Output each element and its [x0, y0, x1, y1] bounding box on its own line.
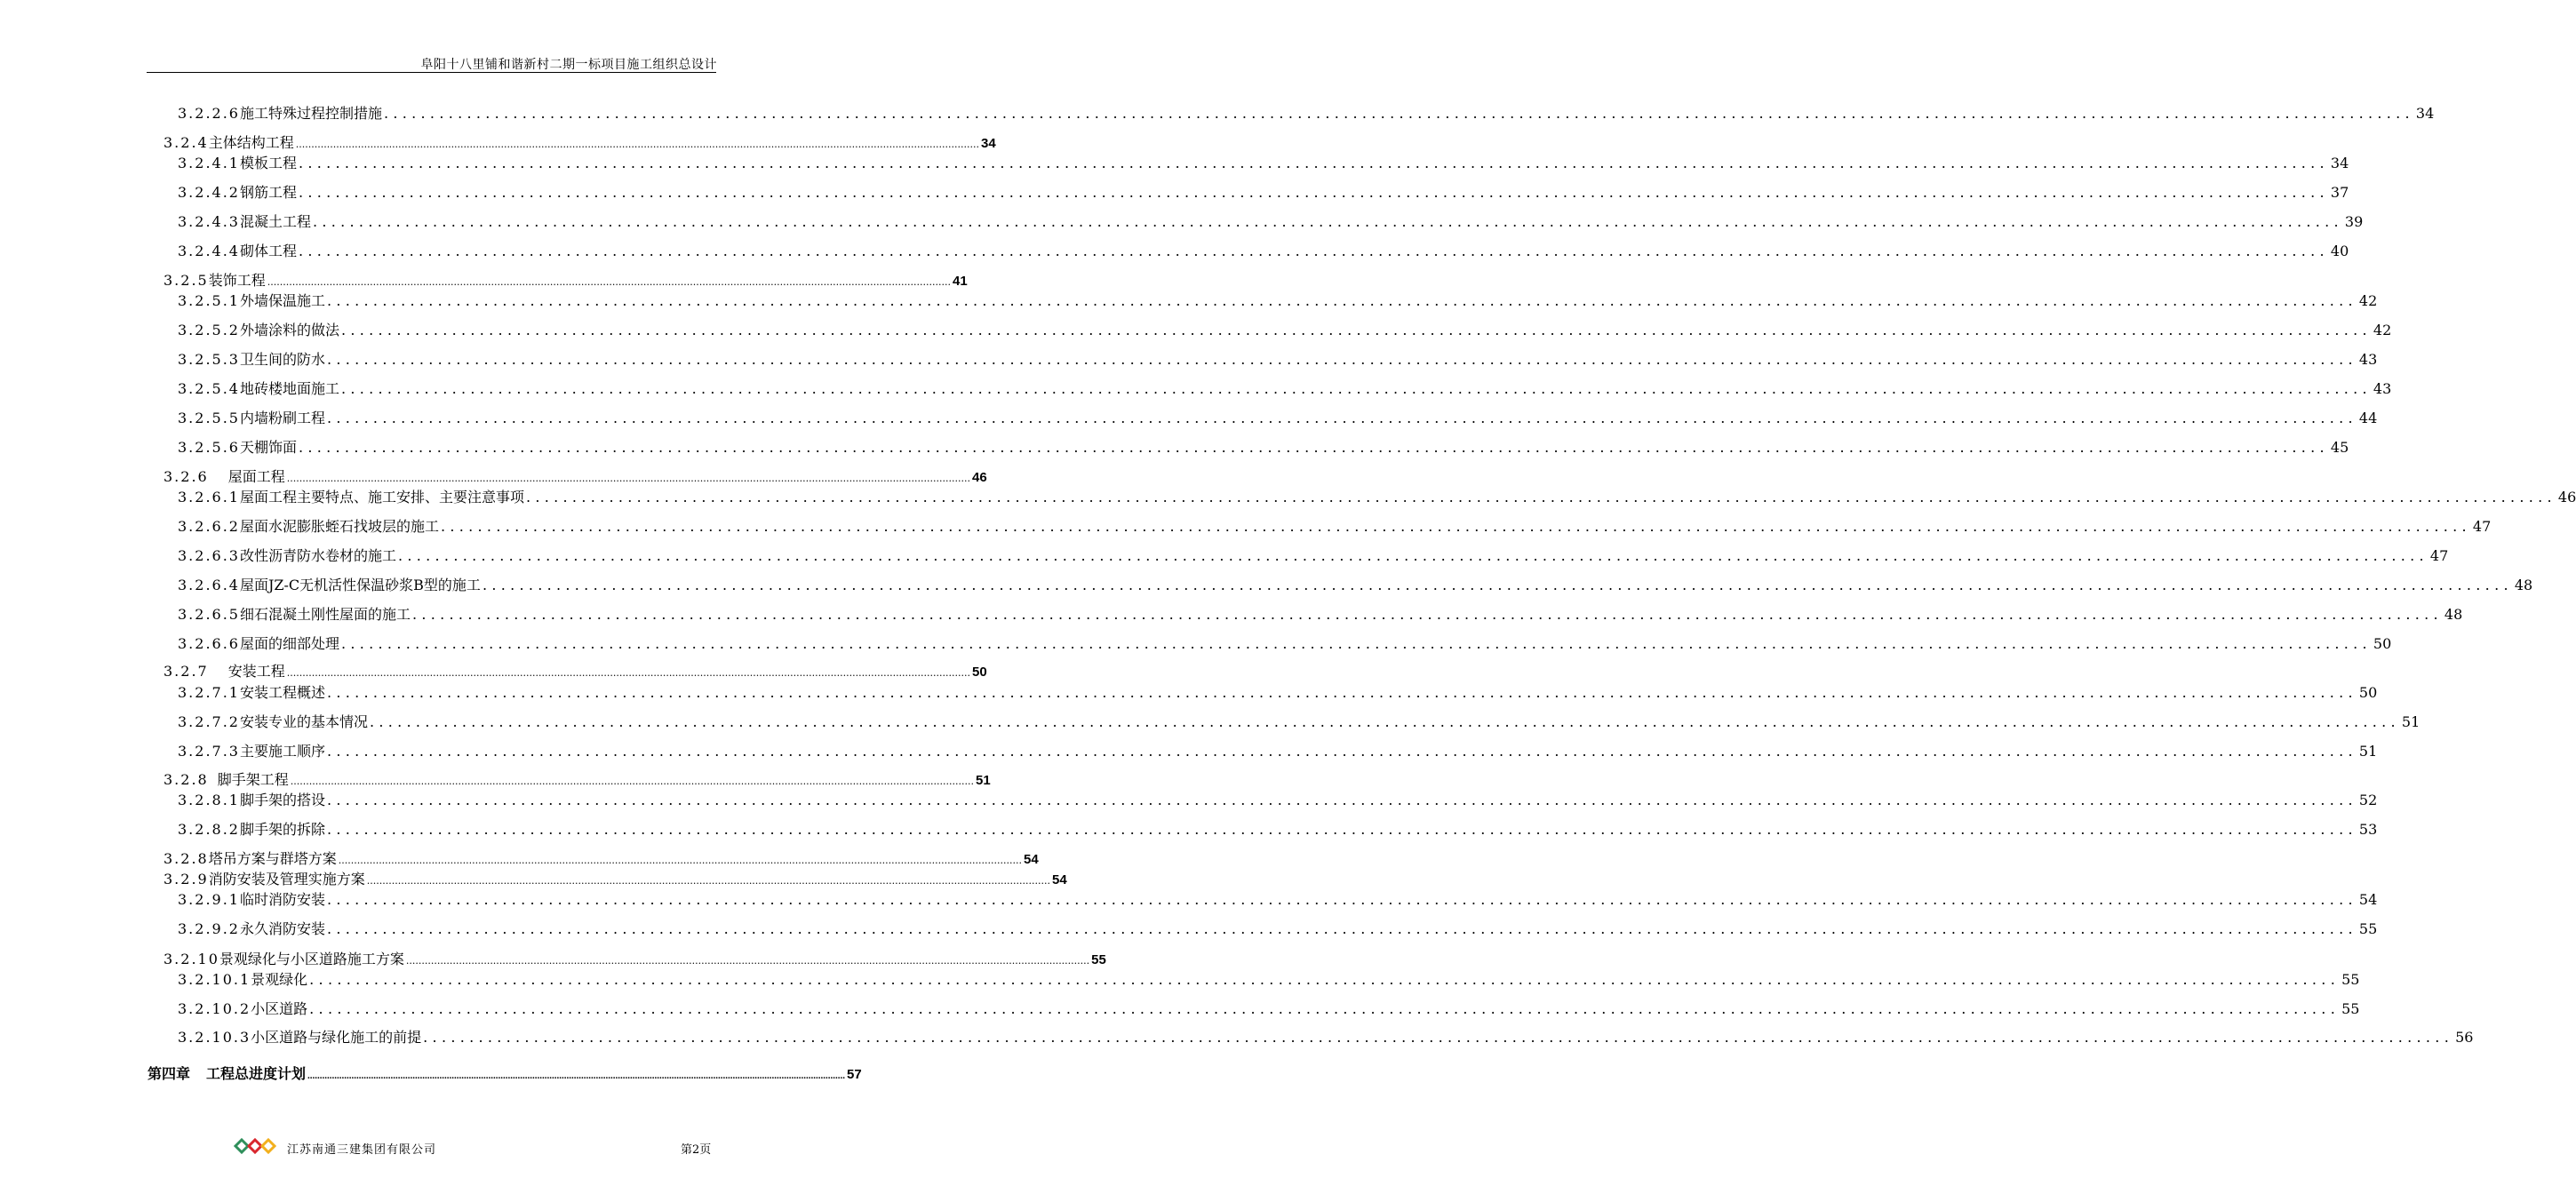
- toc-entry-title: 景观绿化与小区道路施工方案: [219, 951, 404, 967]
- toc-entry[interactable]: [178, 920, 2378, 938]
- footer-page-number: 第2页: [681, 1143, 712, 1157]
- toc-entry[interactable]: [178, 577, 2533, 594]
- toc-leader-dots: ............................................................................................................................................................................................................................: [309, 1000, 2341, 1017]
- toc-entry-title: 脚手架的拆除: [239, 821, 325, 838]
- toc-page-number: 46: [2557, 489, 2576, 505]
- toc-page-number: 34: [2330, 155, 2349, 171]
- toc-leader-dots: ............................................................................................................................................................................................................................: [299, 155, 2329, 171]
- toc-entry[interactable]: [178, 322, 2392, 339]
- toc-entry[interactable]: [178, 547, 2449, 565]
- toc-entry-number: 3.2.8: [163, 771, 209, 788]
- toc-page-number: 34: [2415, 105, 2435, 122]
- toc-entry[interactable]: [178, 1029, 2474, 1047]
- toc-entry[interactable]: [178, 684, 2378, 702]
- toc-leader-dots: ............................................................................................................................................................................................................................: [341, 635, 2372, 652]
- toc-entry[interactable]: [163, 850, 1039, 870]
- toc-entry[interactable]: [178, 243, 2349, 260]
- toc-page-number: 54: [2358, 891, 2378, 908]
- toc-leader-dots: ............................................................................................................................................................................................................................: [327, 891, 2357, 908]
- toc-entry-number: 3.2.5.5: [178, 410, 240, 426]
- header-title: 阜阳十八里铺和谐新村二期一标项目施工组织总设计: [420, 58, 717, 72]
- toc-leader-dots: ............................................................................................................................................................................................................................: [267, 276, 951, 288]
- toc-page-number: 52: [2358, 792, 2378, 808]
- toc-page-number: 51: [975, 773, 991, 788]
- toc-entry-title: 安装专业的基本情况: [239, 713, 368, 730]
- toc-entry[interactable]: [178, 1000, 2360, 1018]
- toc-leader-dots: ............................................................................................................................................................................................................................: [412, 606, 2443, 623]
- toc-page-number: 48: [2444, 606, 2463, 623]
- toc-leader-dots: ............................................................................................................................................................................................................................: [327, 743, 2357, 760]
- toc-entry-number: 3.2.4.3: [178, 213, 240, 230]
- toc-entry[interactable]: [163, 771, 991, 791]
- toc-leader-dots: ............................................................................................................................................................................................................................: [327, 920, 2357, 937]
- toc-entry[interactable]: [178, 439, 2349, 457]
- toc-entry-number: 3.2.2.6: [178, 105, 240, 122]
- toc-leader-dots: ............................................................................................................................................................................................................................: [327, 351, 2357, 368]
- toc-entry[interactable]: [163, 134, 996, 154]
- toc-entry[interactable]: [178, 155, 2349, 172]
- toc-entry-number: 3.2.4: [163, 134, 209, 151]
- toc-entry-number: 3.2.8.2: [178, 821, 240, 838]
- toc-entry-title: 钢筋工程: [239, 184, 297, 201]
- toc-entry-number: 3.2.4.4: [178, 243, 240, 259]
- toc-page-number: 37: [2330, 184, 2349, 201]
- toc-entry-title: 天棚饰面: [239, 439, 297, 456]
- toc-leader-dots: ............................................................................................................................................................................................................................: [398, 547, 2428, 564]
- toc-entry-number: 3.2.4.2: [178, 184, 240, 201]
- toc-entry-title: 主要施工顺序: [239, 743, 325, 760]
- toc-leader-dots: ............................................................................................................................................................................................................................: [290, 776, 974, 787]
- toc-page-number: 50: [2358, 684, 2378, 701]
- toc-entry[interactable]: [178, 489, 2576, 506]
- toc-entry-title: 装饰工程: [208, 272, 266, 289]
- toc-entry-number: 3.2.7: [163, 663, 209, 680]
- toc-entry[interactable]: [178, 351, 2378, 369]
- toc-entry-number: 3.2.6.5: [178, 606, 240, 623]
- toc-page-number: 57: [847, 1067, 862, 1082]
- toc-leader-dots: ............................................................................................................................................................................................................................: [299, 439, 2329, 456]
- toc-entry[interactable]: [163, 468, 987, 488]
- toc-leader-dots: ............................................................................................................................................................................................................................: [299, 243, 2329, 259]
- toc-entry-number: 3.2.6.3: [178, 547, 240, 564]
- toc-page-number: 55: [2358, 920, 2378, 937]
- toc-entry[interactable]: [178, 891, 2378, 909]
- toc-entry-number: 3.2.5.3: [178, 351, 240, 368]
- toc-leader-dots: ............................................................................................................................................................................................................................: [370, 713, 2400, 730]
- toc-page-number: 42: [2373, 322, 2392, 338]
- toc-leader-dots: ............................................................................................................................................................................................................................: [423, 1029, 2454, 1046]
- toc-entry-number: 3.2.6.6: [178, 635, 240, 652]
- toc-entry-title: 塔吊方案与群塔方案: [208, 850, 337, 867]
- toc-entry-title: 外墙涂料的做法: [239, 322, 339, 338]
- toc-leader-dots: ............................................................................................................................................................................................................................: [295, 139, 979, 150]
- toc-page-number: 54: [1051, 872, 1067, 888]
- toc-entry-number: 3.2.5.4: [178, 380, 240, 397]
- toc-entry-number: 3.2.6.1: [178, 489, 240, 505]
- toc-entry-title: 安装工程概述: [239, 684, 325, 701]
- toc-leader-dots: ............................................................................................................................................................................................................................: [338, 855, 1022, 866]
- toc-entry[interactable]: [178, 713, 2420, 731]
- toc-entry-number: 第四章: [148, 1067, 191, 1082]
- toc-entry-number: 3.2.9: [163, 871, 209, 888]
- toc-entry-number: 3.2.5.1: [178, 292, 240, 309]
- toc-page-number: 47: [2472, 518, 2492, 535]
- toc-leader-dots: ............................................................................................................................................................................................................................: [327, 792, 2357, 808]
- toc-page-number: 46: [971, 470, 987, 485]
- toc-entry-number: 3.2.9.1: [178, 891, 240, 908]
- toc-entry-number: 3.2.5: [163, 272, 209, 289]
- toc-entry-title: 工程总进度计划: [206, 1067, 307, 1082]
- toc-entry-title: 屋面的细部处理: [239, 635, 339, 652]
- toc-entry-title: 地砖楼地面施工: [239, 380, 339, 397]
- toc-leader-dots: ............................................................................................................................................................................................................................: [299, 184, 2329, 201]
- toc-entry[interactable]: [163, 951, 1106, 970]
- toc-page-number: 44: [2358, 410, 2378, 426]
- toc-entry-title: 安装工程: [227, 663, 285, 680]
- toc-entry-title: 混凝土工程: [239, 213, 311, 230]
- toc-page-number: 50: [2373, 635, 2392, 652]
- toc-entry[interactable]: [163, 272, 968, 291]
- toc-leader-dots: ............................................................................................................................................................................................................................: [309, 971, 2341, 988]
- toc-page-number: 51: [2358, 743, 2378, 760]
- toc-page-number: 54: [1023, 852, 1039, 867]
- toc-leader-dots: ............................................................................................................................................................................................................................: [482, 577, 2513, 593]
- toc-entry-title: 屋面工程: [227, 468, 285, 485]
- toc-entry[interactable]: [163, 871, 1067, 890]
- toc-entry[interactable]: [178, 635, 2392, 653]
- toc-entry-number: 3.2.9.2: [178, 920, 240, 937]
- toc-entry-title: 施工特殊过程控制措施: [239, 105, 382, 122]
- toc-entry-number: 3.2.4.1: [178, 155, 240, 171]
- toc-entry-title: 小区道路与绿化施工的前提: [251, 1029, 422, 1046]
- toc-page-number: 51: [2401, 713, 2420, 730]
- toc-entry[interactable]: [178, 380, 2392, 398]
- toc-entry[interactable]: [178, 213, 2364, 231]
- toc-leader-dots: ............................................................................................................................................................................................................................: [327, 410, 2357, 426]
- toc-page-number: 42: [2358, 292, 2378, 309]
- toc-page-number: 39: [2344, 213, 2364, 230]
- toc-entry-title: 砌体工程: [239, 243, 297, 259]
- toc-entry-number: 3.2.10.3: [178, 1029, 251, 1046]
- toc-leader-dots: ............................................................................................................................................................................................................................: [327, 684, 2357, 701]
- toc-entry-title: 外墙保温施工: [239, 292, 325, 309]
- toc-entry-title: 脚手架工程: [217, 771, 289, 788]
- company-logo-icon: [234, 1138, 287, 1154]
- toc-page-number: 55: [2341, 1000, 2360, 1017]
- toc-leader-dots: ............................................................................................................................................................................................................................: [307, 1071, 846, 1081]
- toc-entry-title: 内墙粉刷工程: [239, 410, 325, 426]
- toc-entry[interactable]: [178, 606, 2463, 624]
- toc-page-number: 34: [980, 136, 996, 151]
- toc-entry-title: 主体结构工程: [208, 134, 294, 151]
- toc-entry-number: 3.2.6.4: [178, 577, 240, 593]
- toc-entry-number: 3.2.7.2: [178, 713, 240, 730]
- toc-entry[interactable]: [148, 1066, 862, 1085]
- toc-page-number: 48: [2514, 577, 2533, 593]
- toc-entry-number: 3.2.10.1: [178, 971, 251, 988]
- toc-entry-title: 脚手架的搭设: [239, 792, 325, 808]
- toc-entry-title: 屋面水泥膨胀蛭石找坡层的施工: [239, 518, 439, 535]
- toc-entry-title: 卫生间的防水: [239, 351, 325, 368]
- toc-leader-dots: ............................................................................................................................................................................................................................: [286, 473, 970, 484]
- toc-entry-number: 3.2.7.3: [178, 743, 240, 760]
- toc-entry-title: 改性沥青防水卷材的施工: [239, 547, 396, 564]
- toc-leader-dots: ............................................................................................................................................................................................................................: [286, 667, 970, 679]
- toc-entry[interactable]: [178, 105, 2435, 123]
- toc-leader-dots: ............................................................................................................................................................................................................................: [441, 518, 2471, 535]
- toc-page-number: 45: [2330, 439, 2349, 456]
- toc-page-number: 55: [1091, 952, 1106, 967]
- toc-leader-dots: ............................................................................................................................................................................................................................: [405, 955, 1090, 967]
- toc-entry[interactable]: [178, 792, 2378, 809]
- toc-page-number: 40: [2330, 243, 2349, 259]
- toc-entry-title: 模板工程: [239, 155, 297, 171]
- toc-entry-title: 屋面JZ-C无机活性保温砂浆B型的施工: [239, 577, 481, 593]
- toc-page-number: 41: [952, 274, 968, 289]
- toc-entry[interactable]: [178, 518, 2492, 536]
- toc-leader-dots: ............................................................................................................................................................................................................................: [384, 105, 2414, 122]
- toc-entry[interactable]: [178, 821, 2378, 839]
- toc-entry-number: 3.2.5.6: [178, 439, 240, 456]
- toc-leader-dots: ............................................................................................................................................................................................................................: [327, 292, 2357, 309]
- toc-entry-title: 临时消防安装: [239, 891, 325, 908]
- toc-entry-number: 3.2.10.2: [178, 1000, 251, 1017]
- toc-page-number: 43: [2373, 380, 2392, 397]
- toc-leader-dots: ............................................................................................................................................................................................................................: [341, 380, 2372, 397]
- toc-leader-dots: ............................................................................................................................................................................................................................: [313, 213, 2343, 230]
- toc-entry-title: 小区道路: [251, 1000, 308, 1017]
- toc-entry-number: 3.2.6.2: [178, 518, 240, 535]
- toc-page-number: 43: [2358, 351, 2378, 368]
- toc-page-number: 47: [2429, 547, 2449, 564]
- footer-company: 江苏南通三建集团有限公司: [287, 1143, 437, 1157]
- toc-entry-number: 3.2.5.2: [178, 322, 240, 338]
- toc-page-number: 50: [971, 665, 987, 680]
- toc-entry-title: 消防安装及管理实施方案: [208, 871, 365, 888]
- toc-entry-number: 3.2.8: [163, 850, 209, 867]
- toc-page-number: 56: [2455, 1029, 2474, 1046]
- toc-entry[interactable]: [178, 292, 2378, 310]
- toc-entry[interactable]: [163, 663, 987, 682]
- toc-leader-dots: ............................................................................................................................................................................................................................: [366, 875, 1050, 887]
- toc-entry-number: 3.2.7.1: [178, 684, 240, 701]
- toc-page-number: 55: [2341, 971, 2360, 988]
- toc-leader-dots: ............................................................................................................................................................................................................................: [341, 322, 2372, 338]
- toc-entry[interactable]: [178, 971, 2360, 989]
- toc-entry[interactable]: [178, 410, 2378, 427]
- toc-page-number: 53: [2358, 821, 2378, 838]
- toc-entry-number: 3.2.8.1: [178, 792, 240, 808]
- toc-leader-dots: ............................................................................................................................................................................................................................: [327, 821, 2357, 838]
- toc-entry-number: 3.2.10: [163, 951, 219, 967]
- toc-entry[interactable]: [178, 184, 2349, 202]
- toc-entry-title: 细石混凝土刚性屋面的施工: [239, 606, 411, 623]
- toc-entry-title: 屋面工程主要特点、施工安排、主要注意事项: [239, 489, 524, 505]
- toc-entry[interactable]: [178, 743, 2378, 760]
- toc-entry-title: 景观绿化: [251, 971, 308, 988]
- toc-entry-title: 永久消防安装: [239, 920, 325, 937]
- toc-entry-number: 3.2.6: [163, 468, 209, 485]
- toc-leader-dots: ............................................................................................................................................................................................................................: [526, 489, 2556, 505]
